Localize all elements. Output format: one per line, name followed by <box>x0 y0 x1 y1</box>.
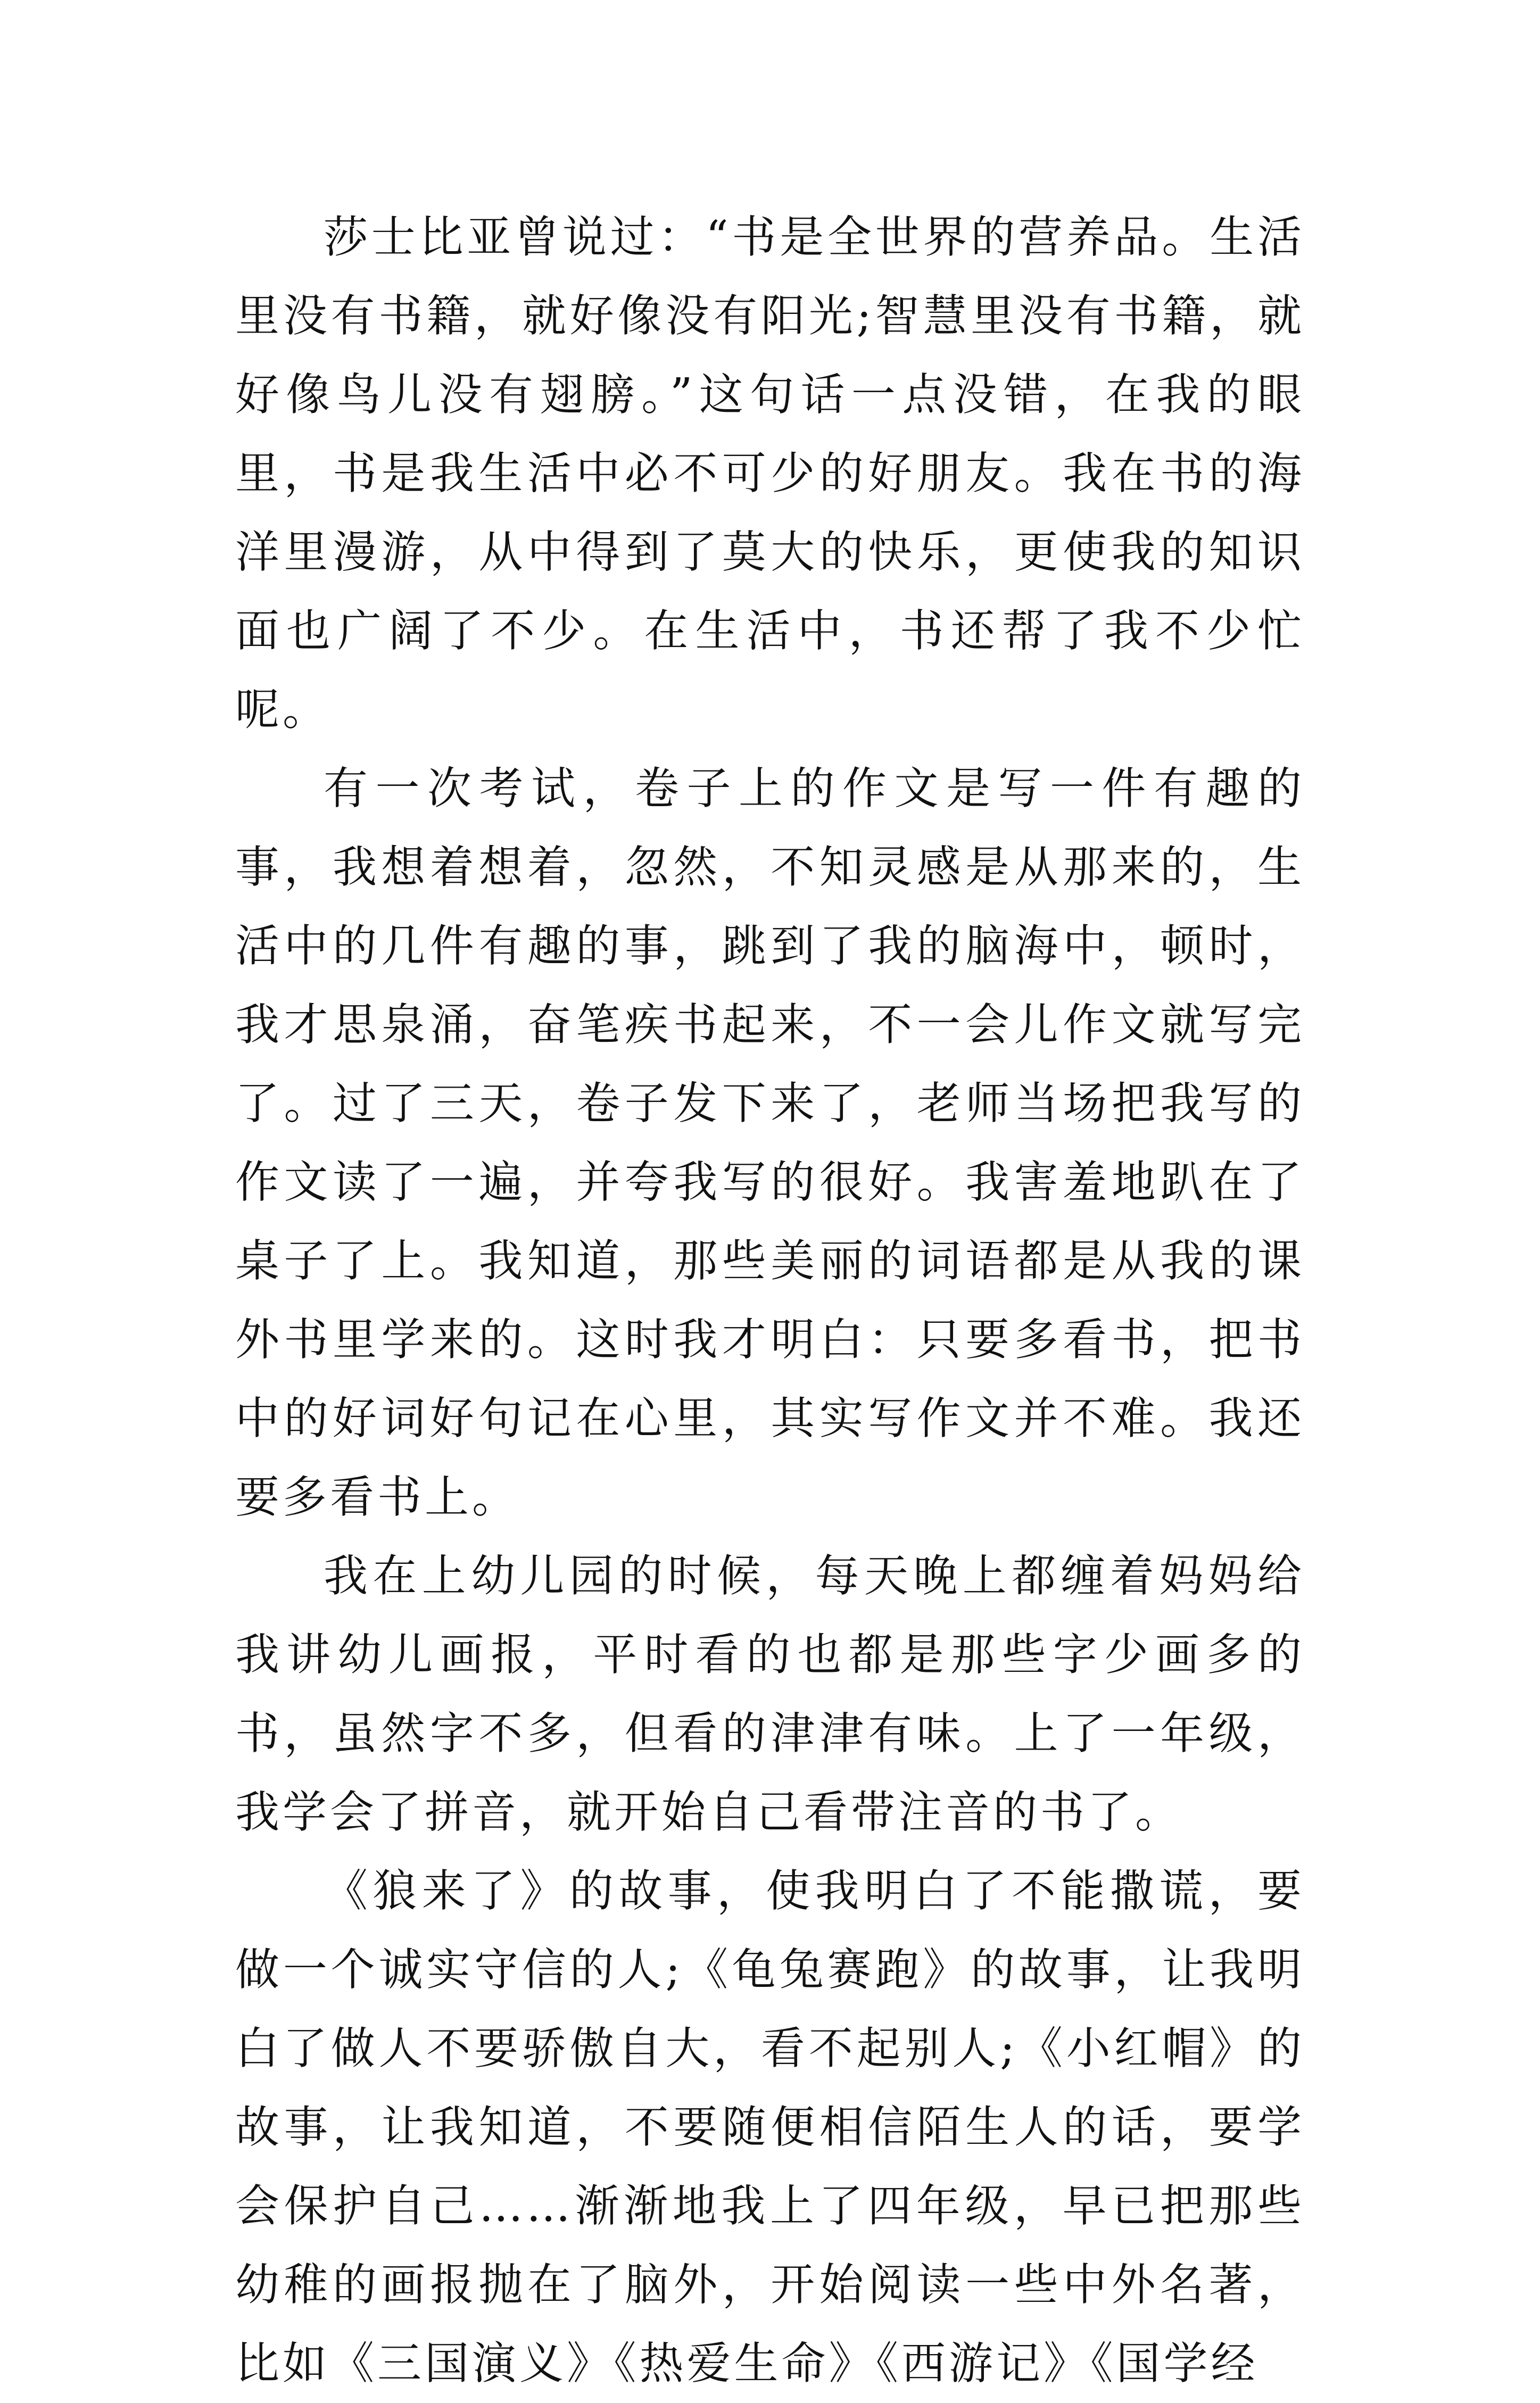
paragraph-2: 有一次考试，卷子上的作文是写一件有趣的事，我想着想着，忽然，不知灵感是从那来的，生活中的几件有趣的事，跳到了我的脑海中，顿时，我才思泉涌，奋笔疾书起来，不一会儿作文就写完了。过了三天，卷子发下来了，老师当场把我写的作文读了一遍，并夸我写的很好。我害羞地趴在了桌子了上。我知道，那些美丽的词语都是从我的课外书里学来的。这时我才明白：只要多看书，把书中的好词好句记在心里，其实写作文并不难。我还要多看书上。 <box>235 763 1305 1523</box>
paragraph-3: 我在上幼儿园的时候，每天晚上都缠着妈妈给我讲幼儿画报，平时看的也都是那些字少画多的书，虽然字不多，但看的津津有味。上了一年级，我学会了拼音，就开始自己看带注音的书了。 <box>235 1550 1305 1838</box>
body-text <box>235 198 1305 2403</box>
paragraph-1: 莎士比亚曾说过：“书是全世界的营养品。生活里没有书籍，就好像没有阳光;智慧里没有书籍，就好像鸟儿没有翅膀。”这句话一点没错，在我的眼里，书是我生活中必不可少的好朋友。我在书的海洋里漫游，从中得到了莫大的快乐，更使我的知识面也广阔了不少。在生活中，书还帮了我不少忙呢。 <box>235 211 1305 735</box>
paragraph-4: 《狼来了》的故事，使我明白了不能撒谎，要做一个诚实守信的人;《龟兔赛跑》的故事，让我明白了做人不要骄傲自大，看不起别人;《小红帽》的故事，让我知道，不要随便相信陌生人的话，要学会保护自己……渐渐地我上了四年级，早已把那些幼稚的画报抛在了脑外，开始阅读一些中外名著，比如《三国演义》《热爱生命》《西游记》《国学经 <box>235 1865 1305 2389</box>
